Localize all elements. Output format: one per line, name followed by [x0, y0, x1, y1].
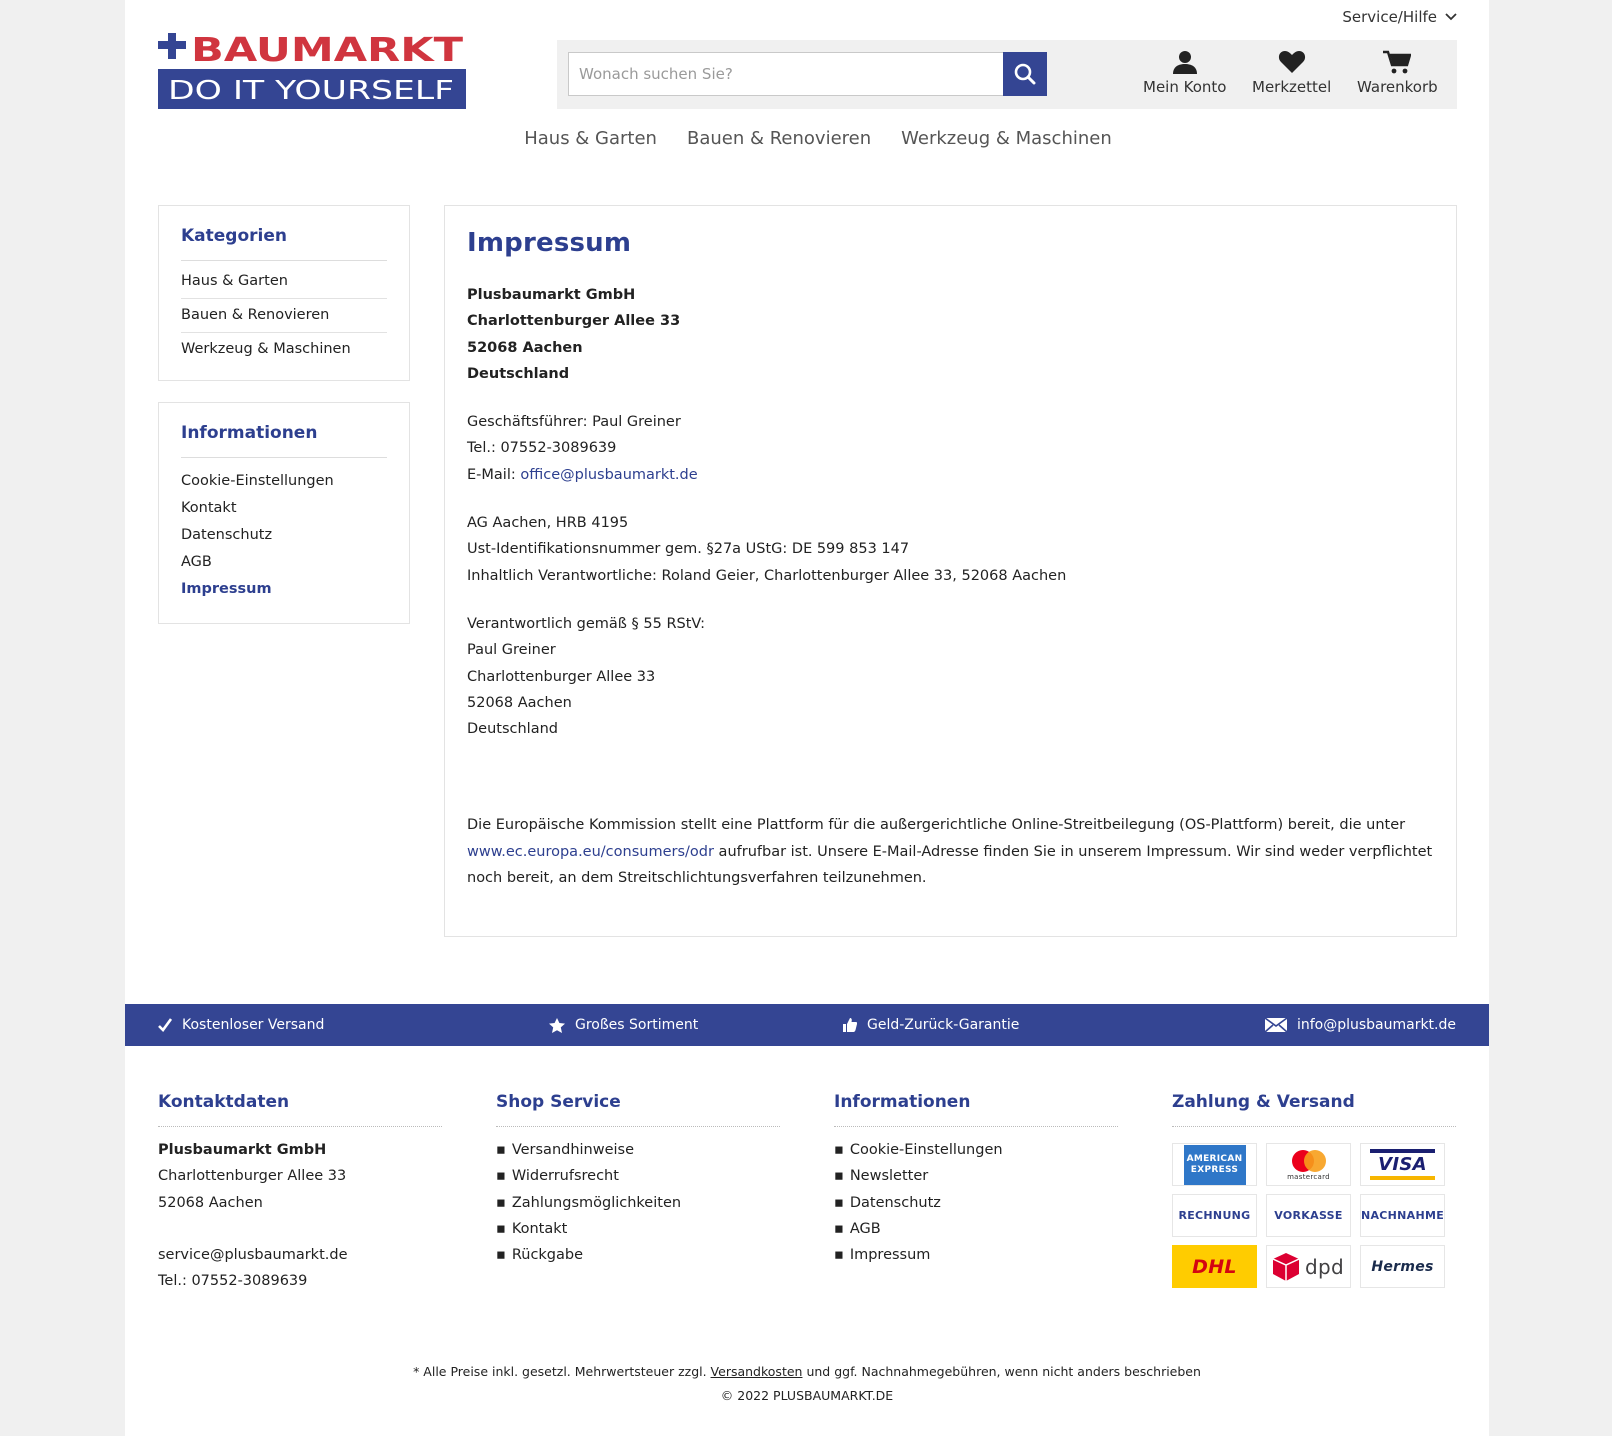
- footer-payment-title: Zahlung & Versand: [1172, 1092, 1456, 1127]
- footer-link-agb[interactable]: ▪ AGB: [834, 1216, 1118, 1242]
- footer-link-rueckgabe[interactable]: ▪ Rückgabe: [496, 1242, 780, 1268]
- company-street: Charlottenburger Allee 33: [467, 313, 681, 330]
- footer-company: Plusbaumarkt GmbH: [158, 1142, 327, 1158]
- sidebar-item-impressum[interactable]: Impressum: [181, 581, 272, 597]
- footer-link-datenschutz[interactable]: ▪ Datenschutz: [834, 1190, 1118, 1216]
- service-help-dropdown[interactable]: [1342, 8, 1457, 26]
- footer-info-title: Informationen: [834, 1092, 1118, 1127]
- footer-link-cookie[interactable]: ▪ Cookie-Einstellungen: [834, 1137, 1118, 1163]
- company-city: 52068 Aachen: [467, 339, 583, 356]
- page: [125, 0, 1489, 1436]
- usp-bar: [125, 1004, 1489, 1046]
- logo-wordmark: BAUMARKT: [191, 33, 464, 69]
- checkmark-icon: [158, 1018, 172, 1032]
- vat-line: Ust-Identifikationsnummer gem. §27a UStG: DE 599 853 147: [467, 541, 910, 558]
- usp-email-label: info@plusbaumarkt.de: [1296, 1017, 1456, 1033]
- site-logo[interactable]: [158, 33, 466, 109]
- user-icon: [1172, 50, 1198, 74]
- visa-logo: VISA: [1360, 1143, 1445, 1186]
- dhl-logo: DHL: [1172, 1245, 1257, 1288]
- nachnahme-logo: NACHNAHME: [1360, 1194, 1445, 1237]
- sidebar-informationen: [158, 402, 410, 624]
- main-navigation: [125, 128, 1489, 149]
- footer-link-newsletter[interactable]: ▪ Newsletter: [834, 1163, 1118, 1189]
- rstv-name: Paul Greiner: [467, 642, 556, 659]
- rstv-city: 52068 Aachen: [467, 694, 572, 711]
- price-notice-suffix: und ggf. Nachnahmegebühren, wenn nicht anders beschrieben: [802, 1364, 1201, 1379]
- wishlist-link[interactable]: [1252, 50, 1331, 96]
- versandkosten-link[interactable]: Versandkosten: [710, 1364, 803, 1379]
- ceo-line: Geschäftsführer: Paul Greiner: [467, 414, 681, 431]
- usp-range-label: Großes Sortiment: [575, 1017, 699, 1033]
- sidebar-item-datenschutz[interactable]: Datenschutz: [181, 527, 273, 543]
- responsible-line: Inhaltlich Verantwortliche: Roland Geier, Charlottenburger Allee 33, 52068 Aachen: [467, 567, 1067, 584]
- rstv-street: Charlottenburger Allee 33: [467, 668, 656, 685]
- sidebar-categories: [158, 205, 410, 381]
- nav-werkzeug-maschinen[interactable]: Werkzeug & Maschinen: [901, 128, 1112, 149]
- star-icon: [549, 1018, 565, 1033]
- envelope-icon: [1265, 1018, 1287, 1032]
- email-link[interactable]: office@plusbaumarkt.de: [520, 466, 698, 483]
- mastercard-logo: mastercard: [1266, 1143, 1351, 1186]
- sidebar-item-kontakt[interactable]: Kontakt: [181, 500, 237, 516]
- company-country: Deutschland: [467, 365, 570, 382]
- service-help-label: Service/Hilfe: [1342, 8, 1437, 26]
- amex-logo: AMERICAN EXPRESS: [1172, 1143, 1257, 1186]
- cart-icon: [1383, 50, 1411, 74]
- usp-guarantee: [843, 1004, 1019, 1046]
- odr-paragraph: [467, 812, 1434, 891]
- page-title: Impressum: [467, 228, 632, 258]
- account-link[interactable]: [1143, 50, 1226, 96]
- heart-icon: [1278, 50, 1306, 74]
- hermes-logo: Hermes: [1360, 1245, 1445, 1288]
- rstv-country: Deutschland: [467, 721, 558, 738]
- thumbs-up-icon: [843, 1018, 857, 1032]
- cart-link[interactable]: [1357, 50, 1438, 96]
- register-line: AG Aachen, HRB 4195: [467, 515, 629, 532]
- sidebar-item-cookie[interactable]: Cookie-Einstellungen: [181, 473, 334, 489]
- sidebar-item-werkzeug-maschinen[interactable]: Werkzeug & Maschinen: [181, 341, 351, 357]
- odr-text-1: Die Europäische Kommission stellt eine Plattform für die außergerichtliche Online-Streitbeilegung (OS-Plattform) bereit, die unter: [467, 817, 1406, 834]
- footer-link-widerrufsrecht[interactable]: ▪ Widerrufsrecht: [496, 1163, 780, 1189]
- copyright: © 2022 PLUSBAUMARKT.DE: [720, 1388, 894, 1403]
- footer-tel: Tel.: 07552-3089639: [158, 1273, 308, 1290]
- odr-link[interactable]: www.ec.europa.eu/consumers/odr: [467, 843, 714, 860]
- logo-tagline: DO IT YOURSELF: [168, 76, 454, 106]
- footer-service-title: Shop Service: [496, 1092, 780, 1127]
- rechnung-logo: RECHNUNG: [1172, 1194, 1257, 1237]
- price-notice-prefix: * Alle Preise inkl. gesetzl. Mehrwertsteuer zzgl.: [413, 1364, 711, 1379]
- odr-text-2: aufrufbar ist. Unsere E-Mail-Adresse finden Sie in unserem Impressum. Wir sind weder verpflichtet noch bereit, an dem Streitschlichtungsverfahren teilzunehmen.: [467, 843, 1433, 887]
- footer-contact-title: Kontaktdaten: [158, 1092, 442, 1127]
- vorkasse-logo: VORKASSE: [1266, 1194, 1351, 1237]
- legal-notice: [125, 1360, 1489, 1408]
- sidebar-item-agb[interactable]: AGB: [181, 554, 212, 570]
- rstv-title: Verantwortlich gemäß § 55 RStV:: [467, 615, 706, 632]
- nav-haus-garten[interactable]: Haus & Garten: [524, 128, 657, 149]
- account-label: Mein Konto: [1143, 78, 1227, 96]
- email-prefix: E-Mail:: [467, 466, 521, 483]
- usp-shipping-label: Kostenloser Versand: [182, 1017, 325, 1033]
- price-notice: [125, 1360, 1489, 1384]
- sidebar-categories-title: Kategorien: [181, 226, 387, 261]
- search-button[interactable]: [1003, 52, 1047, 96]
- mastercard-circles-icon: [1289, 1149, 1329, 1173]
- footer-informationen: [834, 1092, 1118, 1268]
- search-icon: [1014, 63, 1036, 85]
- footer-email[interactable]: service@plusbaumarkt.de: [158, 1246, 348, 1263]
- footer-payment: [1172, 1092, 1456, 1288]
- footer-street: Charlottenburger Allee 33: [158, 1168, 347, 1185]
- footer-city: 52068 Aachen: [158, 1194, 263, 1211]
- dpd-cube-icon: [1273, 1253, 1299, 1281]
- sidebar-info-title: Informationen: [181, 423, 387, 458]
- dpd-logo: dpd: [1266, 1245, 1351, 1288]
- wishlist-label: Merkzettel: [1252, 78, 1332, 96]
- sidebar-item-bauen-renovieren[interactable]: Bauen & Renovieren: [181, 299, 387, 333]
- search-input[interactable]: [568, 52, 1004, 96]
- usp-guarantee-label: Geld-Zurück-Garantie: [867, 1017, 1020, 1033]
- chevron-down-icon: [1445, 13, 1457, 21]
- email-line: [467, 462, 1434, 488]
- header-toolbar: [557, 40, 1457, 109]
- usp-range: [549, 1004, 698, 1046]
- sidebar-item-haus-garten[interactable]: Haus & Garten: [181, 265, 387, 299]
- nav-bauen-renovieren[interactable]: Bauen & Renovieren: [686, 128, 872, 149]
- footer-link-impressum[interactable]: ▪ Impressum: [834, 1242, 1118, 1268]
- footer-contact: [158, 1092, 442, 1294]
- footer-link-versandhinweise[interactable]: ▪ Versandhinweise: [496, 1137, 780, 1163]
- usp-shipping: [158, 1004, 324, 1046]
- usp-email[interactable]: [1265, 1004, 1456, 1046]
- company-name: Plusbaumarkt GmbH: [467, 287, 636, 303]
- tel-line: Tel.: 07552-3089639: [467, 440, 617, 457]
- cart-label: Warenkorb: [1357, 78, 1438, 96]
- footer-link-zahlungsmoeglichkeiten[interactable]: ▪ Zahlungsmöglichkeiten: [496, 1190, 780, 1216]
- impressum-content: [444, 205, 1457, 937]
- footer-link-kontakt[interactable]: ▪ Kontakt: [496, 1216, 780, 1242]
- footer-shop-service: [496, 1092, 780, 1268]
